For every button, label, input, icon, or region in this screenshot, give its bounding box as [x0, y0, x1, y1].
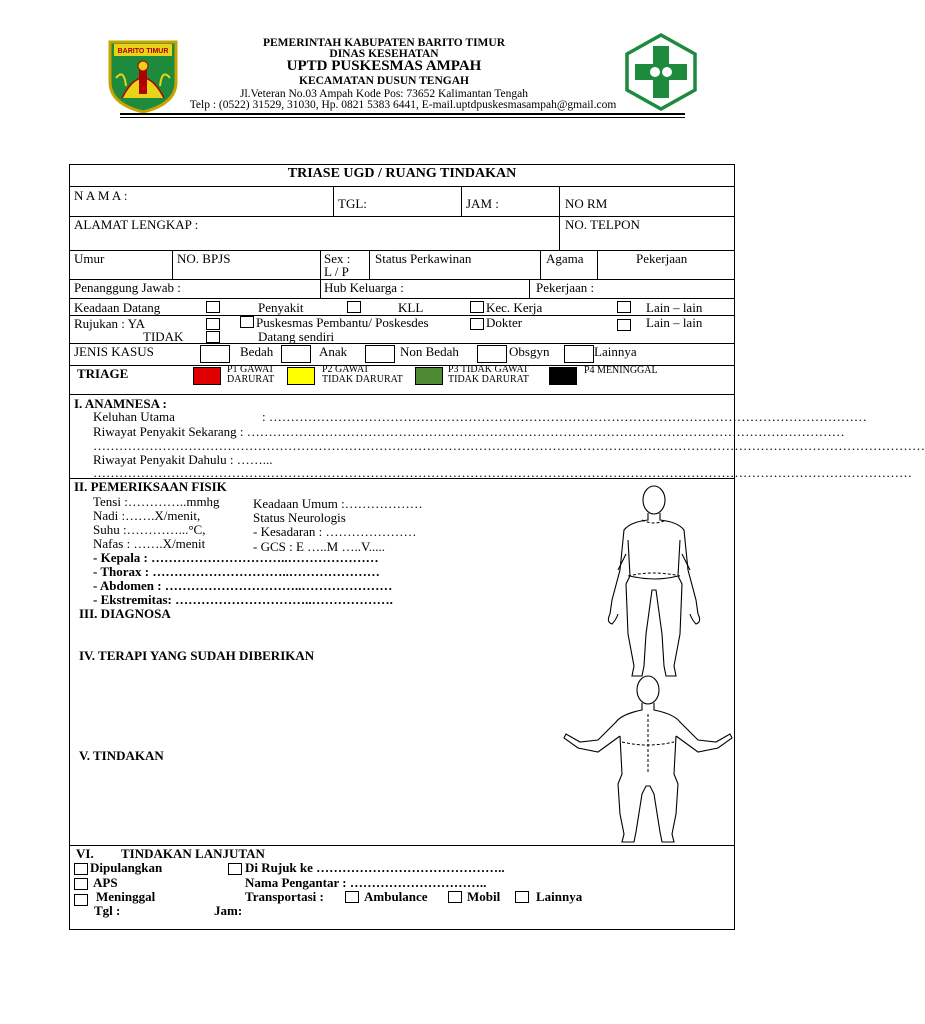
lain-lain-2-label: Lain – lain: [646, 315, 703, 330]
lanjutan-number: VI.: [76, 846, 94, 861]
anak-label: Anak: [319, 344, 348, 359]
alamat-label: ALAMAT LENGKAP :: [74, 217, 199, 232]
header-line-2: DINAS KESEHATAN: [329, 48, 439, 60]
status-kawin-label: Status Perkawinan: [375, 251, 472, 266]
dirujuk-checkbox[interactable]: [228, 863, 242, 875]
pekerjaan-label: Pekerjaan: [636, 251, 688, 266]
riwayat-sekarang-field[interactable]: Riwayat Penyakit Sekarang : …………………………………………………………………………………………………………………………: [93, 424, 845, 439]
p3-label: P3 TIDAK GAWAT TIDAK DARURAT: [448, 364, 529, 385]
obsgyn-checkbox[interactable]: [477, 345, 507, 363]
header-line-4: KECAMATAN DUSUN TENGAH: [299, 75, 469, 87]
p2-label: P2 GAWAT TIDAK DARURAT: [322, 364, 403, 385]
thorax-field[interactable]: - Thorax : …………………………..…………………: [93, 564, 380, 579]
header-line-1: PEMERINTAH KABUPATEN BARITO TIMUR: [262, 37, 506, 49]
kec-kerja-label: Kec. Kerja: [486, 300, 543, 315]
kesadaran-field[interactable]: - Kesadaran : …………………: [253, 524, 417, 539]
mobil-checkbox[interactable]: [448, 891, 462, 903]
rujukan-label: Rujukan : YA: [74, 316, 146, 331]
form-title: TRIASE UGD / RUANG TINDAKAN: [287, 166, 517, 181]
bedah-checkbox[interactable]: [200, 345, 230, 363]
header-rule: [120, 113, 685, 115]
bedah-label: Bedah: [240, 344, 274, 359]
tgl-label: TGL:: [338, 196, 367, 211]
sex-label: Sex :: [324, 251, 351, 266]
sex-options: L / P: [324, 264, 349, 279]
diagnosa-heading: III. DIAGNOSA: [79, 606, 171, 621]
body-diagram-front-icon: [590, 484, 718, 680]
lanjutan-jam-label: Jam:: [214, 903, 243, 918]
umur-label: Umur: [74, 251, 105, 266]
p2-color-swatch[interactable]: [287, 367, 315, 385]
jam-label: JAM :: [466, 196, 499, 211]
nama-pengantar-field[interactable]: Nama Pengantar : …………………………..: [245, 875, 487, 890]
header-contact: Telp : (0522) 31529, 31030, Hp. 0821 5383 6441, E-mail.uptdpuskesmasampah@gmail.com: [189, 99, 617, 111]
tidak-label: TIDAK: [143, 329, 184, 344]
mobil-label: Mobil: [467, 889, 501, 904]
datang-sendiri-label: Datang sendiri: [258, 329, 335, 344]
lanjutan-tgl-label: Tgl :: [94, 903, 121, 918]
riwayat-sekarang-continued[interactable]: …………………………………………………………………………………………………………………………………………………………………………: [93, 438, 925, 453]
nama-label: N A M A :: [74, 188, 128, 203]
transport-lainnya-label: Lainnya: [536, 889, 583, 904]
tensi-field[interactable]: Tensi :…………..mmhg: [93, 494, 220, 509]
rujukan-ya-checkbox[interactable]: [206, 318, 220, 330]
p1-label: P1 GAWAT DARURAT: [227, 364, 275, 385]
keluhan-utama-label: Keluhan Utama: [93, 409, 175, 424]
gcs-field[interactable]: - GCS : E …..M …..V.....: [253, 539, 385, 554]
puskesmas-cross-logo-icon: [622, 32, 700, 112]
agama-label: Agama: [546, 251, 584, 266]
non-bedah-checkbox[interactable]: [365, 345, 395, 363]
non-bedah-label: Non Bedah: [400, 344, 459, 359]
pekerjaan-2-label: Pekerjaan :: [536, 280, 595, 295]
lainnya-checkbox[interactable]: [564, 345, 594, 363]
riwayat-dahulu-field[interactable]: Riwayat Penyakit Dahulu : ……...: [93, 452, 273, 467]
svg-text:BARITO TIMUR: BARITO TIMUR: [117, 48, 169, 55]
p1-color-swatch[interactable]: [193, 367, 221, 385]
penyakit-label: Penyakit: [258, 300, 304, 315]
kll-checkbox[interactable]: [470, 301, 484, 313]
tindakan-heading: V. TINDAKAN: [79, 748, 164, 763]
pemeriksaan-fisik-heading: II. PEMERIKSAAN FISIK: [74, 479, 227, 494]
transport-lainnya-checkbox[interactable]: [515, 891, 529, 903]
lain-lain-label: Lain – lain: [646, 300, 703, 315]
transportasi-label: Transportasi :: [245, 889, 324, 904]
body-diagram-back-icon: [558, 674, 738, 846]
lanjutan-heading: TINDAKAN LANJUTAN: [121, 846, 265, 861]
pustu-label: Puskesmas Pembantu/ Poskesdes: [256, 315, 429, 330]
kec-kerja-checkbox[interactable]: [617, 301, 631, 313]
aps-checkbox[interactable]: [74, 878, 88, 890]
suhu-field[interactable]: Suhu :…………...°C,: [93, 522, 206, 537]
tidak-checkbox[interactable]: [206, 331, 220, 343]
no-rm-label: NO RM: [565, 196, 608, 211]
dipulangkan-label: Dipulangkan: [90, 860, 163, 875]
lainnya-label: Lainnya: [594, 344, 637, 359]
meninggal-checkbox[interactable]: [74, 894, 88, 906]
anak-checkbox[interactable]: [281, 345, 311, 363]
aps-label: APS: [93, 875, 118, 890]
nadi-field[interactable]: Nadi :…….X/menit,: [93, 508, 201, 523]
p4-label: P4 MENINGGAL: [584, 365, 658, 376]
no-telpon-label: NO. TELPON: [565, 217, 640, 232]
ambulance-checkbox[interactable]: [345, 891, 359, 903]
kepala-field[interactable]: - Kepala : …………………………..…………………: [93, 550, 379, 565]
meninggal-label: Meninggal: [96, 889, 156, 904]
header-line-3: UPTD PUSKESMAS AMPAH: [286, 58, 482, 74]
jenis-kasus-label: JENIS KASUS: [74, 344, 154, 359]
riwayat-dahulu-continued[interactable]: ………………………………………………………………………………………………………………………………………………………………………: [93, 465, 912, 480]
keluhan-utama-field[interactable]: : …………………………………………………………………………………………………………………………: [262, 409, 867, 424]
penyakit-checkbox[interactable]: [347, 301, 361, 313]
dokter-checkbox[interactable]: [470, 318, 484, 330]
keadaan-umum-field[interactable]: Keadaan Umum :………………: [253, 496, 423, 511]
keadaan-datang-label: Keadaan Datang: [74, 300, 161, 315]
penanggung-jawab-label: Penanggung Jawab :: [74, 280, 181, 295]
nafas-field[interactable]: Nafas : …….X/menit: [93, 536, 206, 551]
dipulangkan-checkbox[interactable]: [74, 863, 88, 875]
triage-label: TRIAGE: [77, 366, 129, 381]
status-neurologis-label: Status Neurologis: [253, 510, 346, 525]
p3-color-swatch[interactable]: [415, 367, 443, 385]
dirujuk-field[interactable]: Di Rujuk ke ……………………………………..: [245, 860, 505, 875]
header-address: Jl.Veteran No.03 Ampah Kode Pos: 73652 Kalimantan Tengah: [239, 88, 529, 100]
header-rule-thin: [120, 117, 685, 118]
p4-color-swatch[interactable]: [549, 367, 577, 385]
pustu-checkbox[interactable]: [240, 316, 254, 328]
terapi-heading: IV. TERAPI YANG SUDAH DIBERIKAN: [79, 648, 315, 663]
lain-lain-2-checkbox[interactable]: [617, 319, 631, 331]
obsgyn-label: Obsgyn: [509, 344, 550, 359]
ekstremitas-field[interactable]: - Ekstremitas: …………………………..……………….: [93, 592, 393, 607]
keadaan-checkbox-1[interactable]: [206, 301, 220, 313]
no-bpjs-label: NO. BPJS: [177, 251, 231, 266]
anamnesa-heading: I. ANAMNESA :: [74, 396, 167, 411]
ambulance-label: Ambulance: [364, 889, 428, 904]
kll-label: KLL: [398, 300, 424, 315]
abdomen-field[interactable]: - Abdomen : …………………………..…………………: [93, 578, 393, 593]
hub-keluarga-label: Hub Keluarga :: [324, 280, 404, 295]
dokter-label: Dokter: [486, 315, 523, 330]
